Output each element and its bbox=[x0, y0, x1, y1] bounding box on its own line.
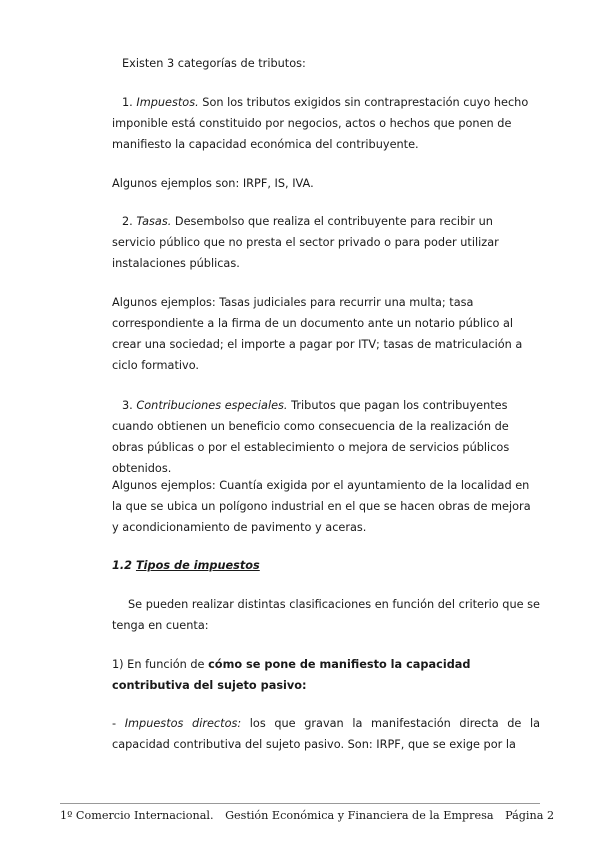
item-number: 1. bbox=[122, 96, 133, 109]
intro-paragraph bbox=[112, 53, 540, 74]
direct-taxes-paragraph: - Impuestos directos: los que gravan la manifestación directa de la capacidad contributiva del sujeto pasivo. Son: IRPF, que se exige por la bbox=[112, 717, 541, 751]
item-term: Tasas. bbox=[136, 215, 172, 228]
item-text: Tributos que pagan los contribuyentes cuando obtienen un beneficio como consecuencia de la realización de obras públicas o por el establecimiento o mejora de servicios públicos obtenidos. bbox=[112, 399, 510, 475]
item-tasas bbox=[112, 211, 540, 274]
section-title: Tipos de impuestos bbox=[135, 559, 260, 572]
examples-text: Algunos ejemplos: Cuantía exigida por el ayuntamiento de la localidad en la que se ubica un polígono industrial en el que se hacen obras de mejora y acondicionamiento de pavimento y aceras. bbox=[112, 479, 531, 534]
item-text: Desembolso que realiza el contribuyente para recibir un servicio público que no presta el sector privado o para poder utilizar instalaciones públicas. bbox=[112, 215, 499, 270]
footer-course: 1º Comercio Internacional. bbox=[60, 809, 214, 822]
item-number: 2. bbox=[122, 215, 133, 228]
footer-divider bbox=[60, 803, 540, 804]
section-number: 1.2 bbox=[112, 559, 133, 572]
criterion-bold: cómo se pone de manifiesto la capacidad contributiva del sujeto pasivo: bbox=[112, 658, 471, 692]
section-intro bbox=[112, 594, 540, 636]
section-intro-text: Se pueden realizar distintas clasificaciones en función del criterio que se tenga en cuenta: bbox=[112, 598, 540, 632]
examples-text: Algunos ejemplos son: IRPF, IS, IVA. bbox=[112, 177, 314, 190]
section-heading bbox=[112, 555, 540, 576]
item-impuestos bbox=[112, 92, 540, 155]
item-text: Son los tributos exigidos sin contraprestación cuyo hecho imponible está constituido por negocios, actos o hechos que ponen de manifiesto la capacidad económica del contribuyente. bbox=[112, 96, 529, 151]
criterion-1 bbox=[112, 654, 540, 696]
item-contribuciones bbox=[112, 395, 540, 479]
page-footer bbox=[60, 808, 555, 824]
footer-page-number: Página 2 bbox=[505, 809, 555, 822]
direct-taxes-text: los que gravan la manifestación directa de la capacidad contributiva del sujeto pasivo. Son: IRPF, que se exige por la bbox=[112, 717, 541, 751]
direct-taxes-term: Impuestos directos: bbox=[124, 717, 242, 730]
item-term: Impuestos. bbox=[136, 96, 199, 109]
examples-impuestos bbox=[112, 173, 540, 194]
examples-tasas bbox=[112, 292, 540, 376]
item-number: 3. bbox=[122, 399, 133, 412]
footer-subject: Gestión Económica y Financiera de la Empresa bbox=[225, 809, 494, 822]
examples-contribuciones bbox=[112, 475, 540, 538]
item-term: Contribuciones especiales. bbox=[136, 399, 288, 412]
criterion-prefix: 1) En función de bbox=[112, 658, 205, 671]
examples-text: Algunos ejemplos: Tasas judiciales para recurrir una multa; tasa correspondiente a la firma de un documento ante un notario público al crear una sociedad; el importe a pagar por ITV; tasas de matriculación a ciclo formativo. bbox=[112, 296, 523, 372]
intro-text: Existen 3 categorías de tributos: bbox=[122, 57, 306, 70]
